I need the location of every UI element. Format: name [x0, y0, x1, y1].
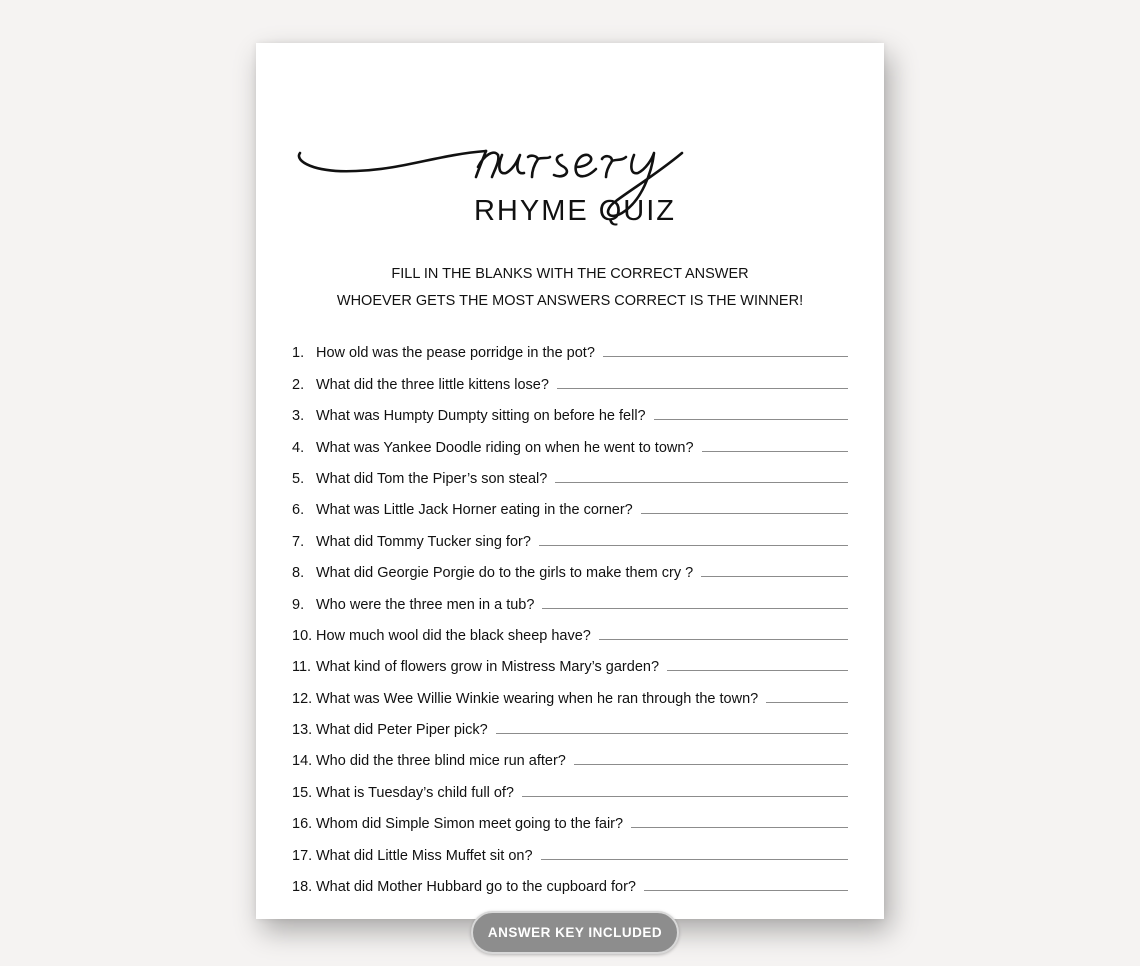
question-number: 2.	[292, 376, 305, 393]
question-item	[292, 330, 848, 361]
answer-blank[interactable]	[541, 858, 848, 860]
answer-blank[interactable]	[701, 575, 848, 577]
question-number: 18.	[292, 879, 313, 896]
question-text: What kind of flowers grow in Mistress Mary’s garden?	[316, 659, 660, 676]
question-item	[292, 769, 848, 800]
question-number: 5.	[292, 470, 305, 487]
question-item	[292, 644, 848, 675]
question-number: 1.	[292, 345, 305, 362]
answer-blank[interactable]	[555, 481, 848, 483]
question-number: 4.	[292, 439, 305, 456]
answer-blank[interactable]	[603, 355, 848, 357]
answer-blank[interactable]	[702, 450, 848, 452]
question-text: What was Little Jack Horner eating in the corner?	[316, 502, 633, 519]
question-item	[292, 487, 848, 518]
question-number: 14.	[292, 753, 313, 770]
answer-blank[interactable]	[644, 889, 848, 891]
question-text: What was Yankee Doodle riding on when he went to town?	[316, 439, 694, 456]
answer-blank[interactable]	[654, 418, 848, 420]
question-number: 17.	[292, 847, 313, 864]
answer-blank[interactable]	[522, 795, 848, 797]
question-text: What did the three little kittens lose?	[316, 376, 549, 393]
answer-blank[interactable]	[667, 669, 848, 671]
question-text: What did Tom the Piper’s son steal?	[316, 470, 548, 487]
answer-blank[interactable]	[641, 512, 848, 514]
question-number: 15.	[292, 784, 313, 801]
question-item	[292, 393, 848, 424]
answer-blank[interactable]	[542, 607, 848, 609]
question-item	[292, 424, 848, 455]
question-number: 8.	[292, 565, 305, 582]
question-item	[292, 801, 848, 832]
question-number: 13.	[292, 722, 313, 739]
quiz-subtitle: RHYME QUIZ	[473, 195, 677, 227]
question-number: 3.	[292, 408, 305, 425]
question-text: Whom did Simple Simon meet going to the fair?	[316, 816, 624, 833]
question-number: 7.	[292, 533, 305, 550]
question-text: What did Peter Piper pick?	[316, 722, 488, 739]
question-text: What was Wee Willie Winkie wearing when he ran through the town?	[316, 690, 759, 707]
question-number: 16.	[292, 816, 313, 833]
question-text: What did Tommy Tucker sing for?	[316, 533, 531, 550]
question-number: 12.	[292, 690, 313, 707]
answer-blank[interactable]	[631, 826, 848, 828]
question-item	[292, 832, 848, 863]
question-text: How old was the pease porridge in the pot?	[316, 345, 595, 362]
question-text: Who were the three men in a tub?	[316, 596, 535, 613]
question-number: 9.	[292, 596, 305, 613]
answer-blank[interactable]	[557, 387, 848, 389]
answer-key-badge: ANSWER KEY INCLUDED	[471, 911, 679, 954]
question-list	[292, 330, 848, 895]
instruction-line: FILL IN THE BLANKS WITH THE CORRECT ANSWER	[391, 266, 749, 282]
answer-blank[interactable]	[496, 732, 848, 734]
instruction-line: WHOEVER GETS THE MOST ANSWERS CORRECT IS THE WINNER!	[336, 293, 804, 309]
question-item	[292, 581, 848, 612]
question-text: What did Mother Hubbard go to the cupboard for?	[316, 879, 636, 896]
question-text: Who did the three blind mice run after?	[316, 753, 566, 770]
question-item	[292, 456, 848, 487]
question-item	[292, 864, 848, 895]
answer-blank[interactable]	[599, 638, 848, 640]
question-item	[292, 675, 848, 706]
answer-blank[interactable]	[574, 763, 848, 765]
question-item	[292, 550, 848, 581]
question-text: What did Little Miss Muffet sit on?	[316, 847, 533, 864]
quiz-sheet	[256, 43, 884, 919]
question-text: What is Tuesday’s child full of?	[316, 784, 514, 801]
question-text: What was Humpty Dumpty sitting on before he fell?	[316, 408, 646, 425]
answer-blank[interactable]	[539, 544, 848, 546]
question-item	[292, 361, 848, 392]
question-number: 11.	[292, 659, 312, 676]
answer-blank[interactable]	[766, 701, 848, 703]
question-item	[292, 738, 848, 769]
question-text: How much wool did the black sheep have?	[316, 627, 591, 644]
question-item	[292, 613, 848, 644]
instructions	[256, 261, 884, 315]
question-item	[292, 518, 848, 549]
question-number: 6.	[292, 502, 305, 519]
question-item	[292, 707, 848, 738]
question-text: What did Georgie Porgie do to the girls to make them cry ?	[316, 565, 694, 582]
question-number: 10.	[292, 627, 313, 644]
